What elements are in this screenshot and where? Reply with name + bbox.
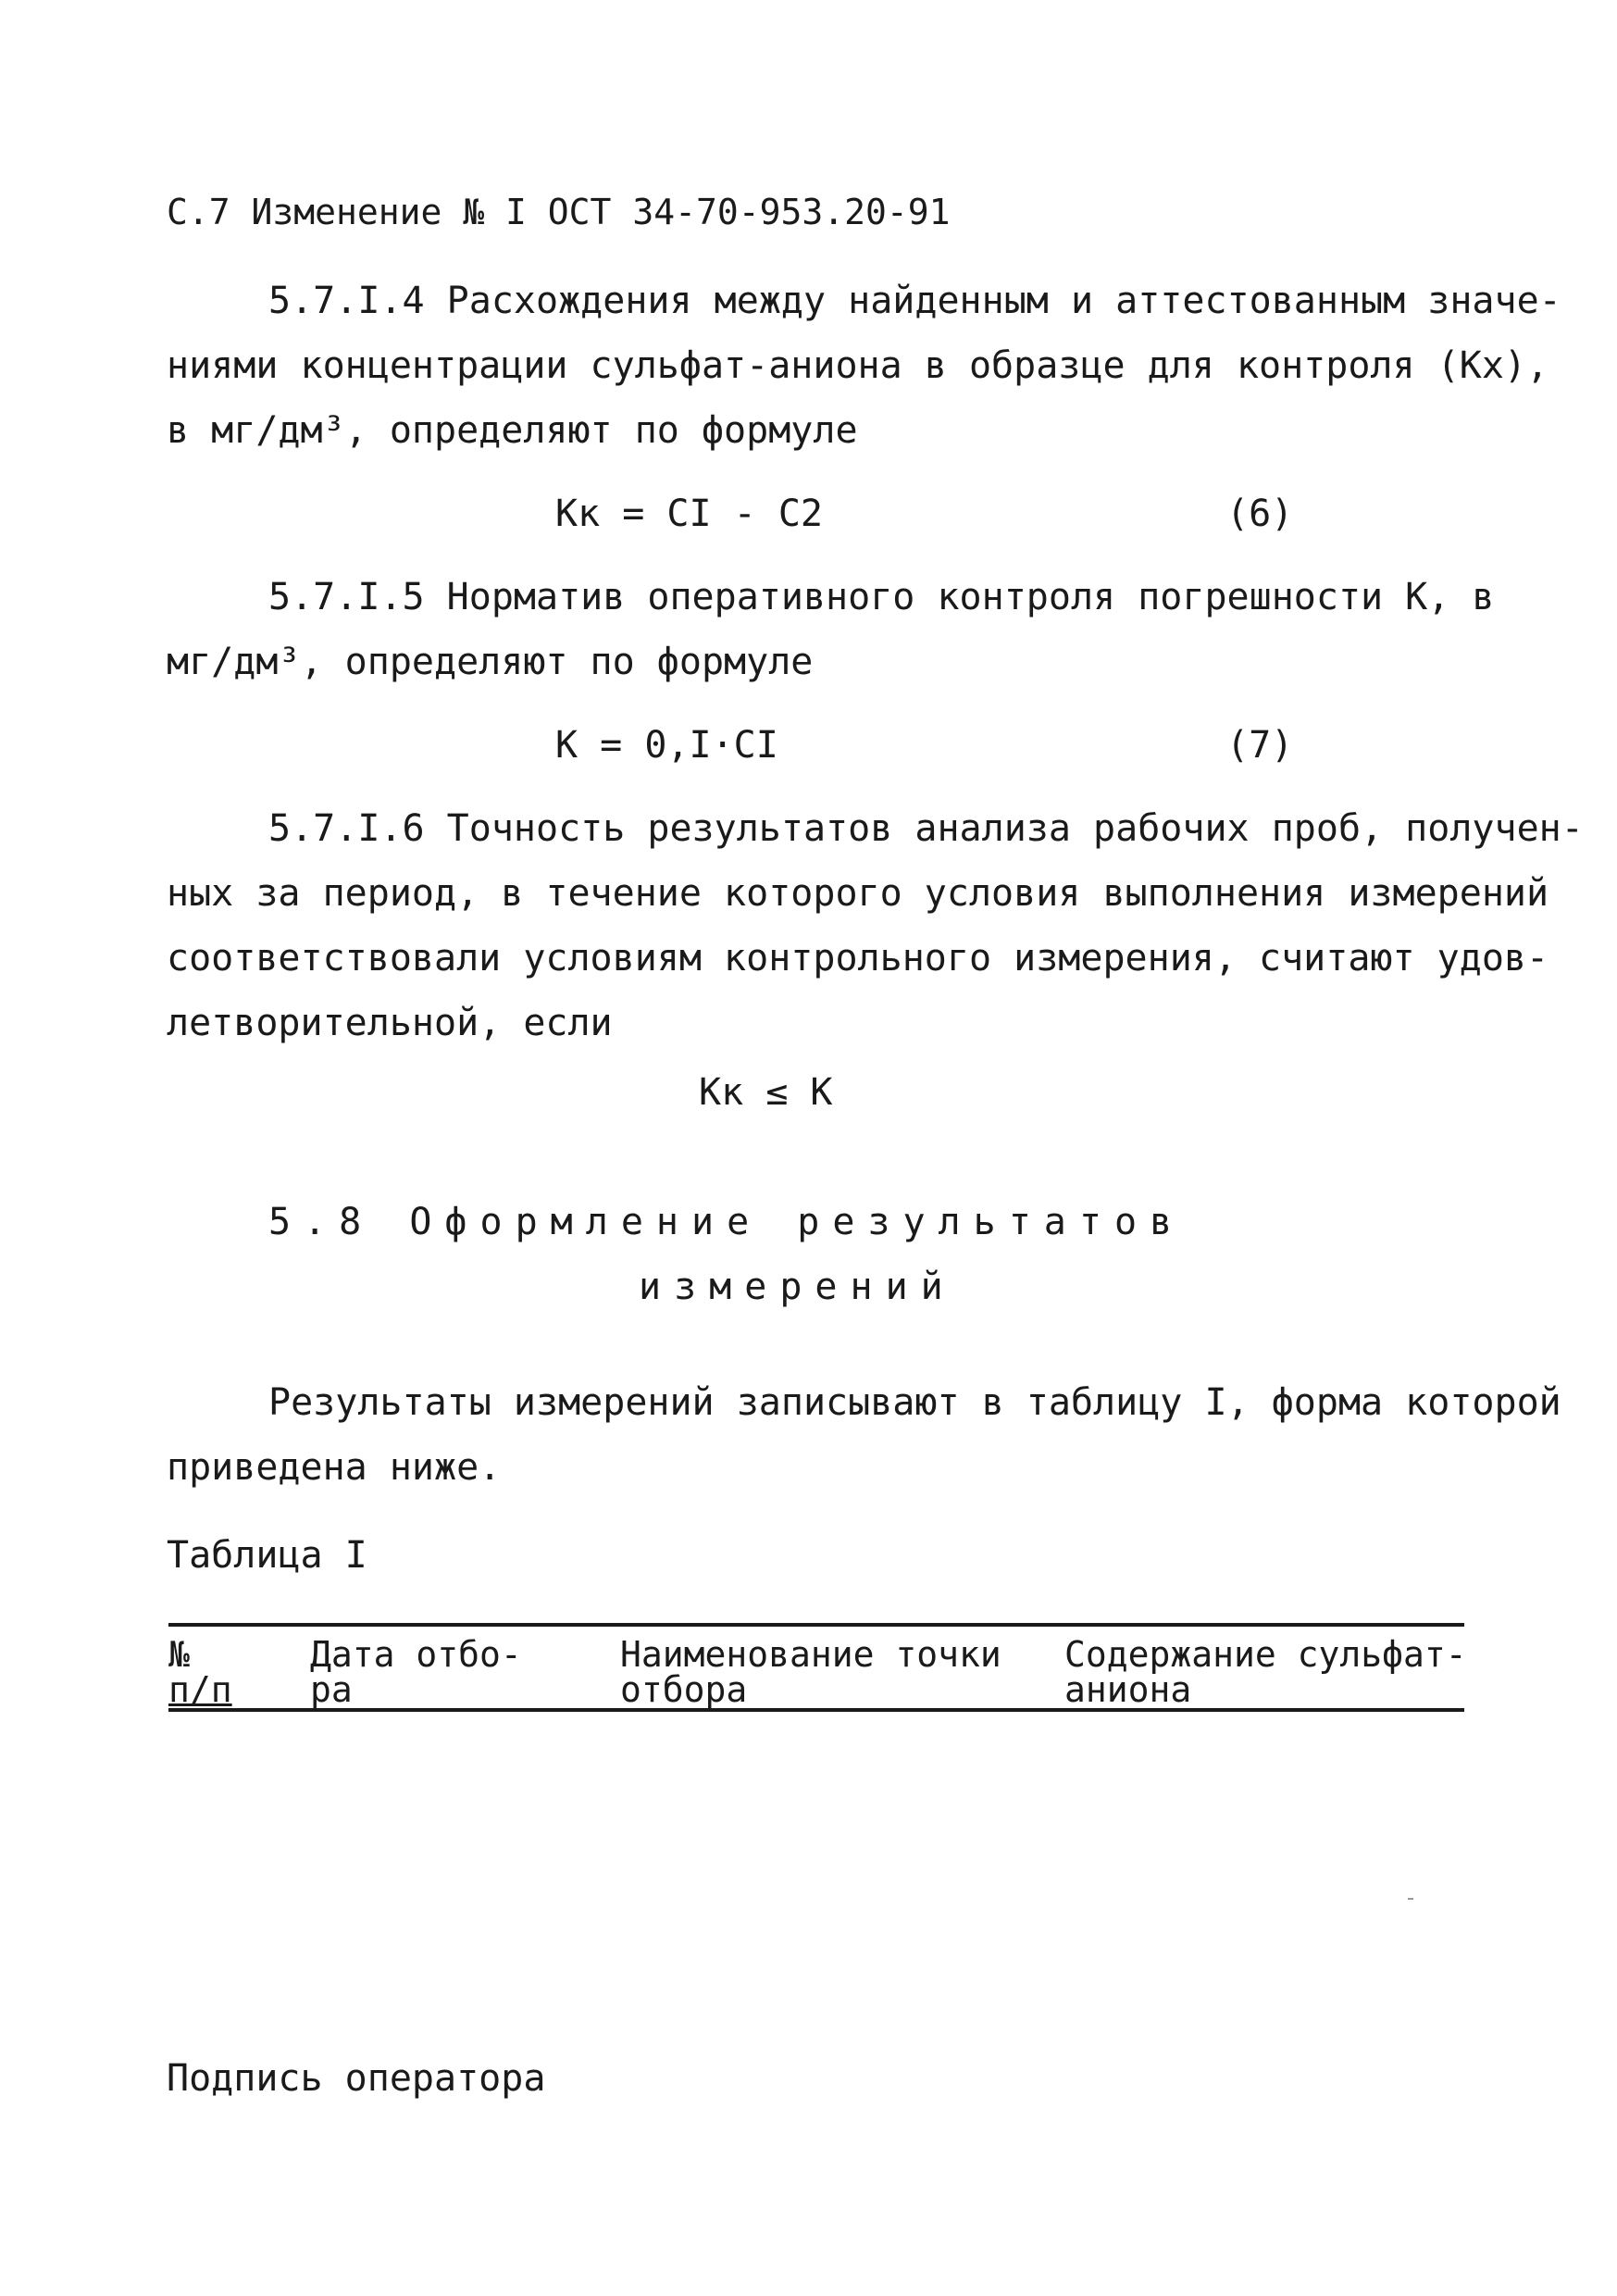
table-caption: Таблица I [167,1534,367,1577]
scan-speck [1408,1898,1413,1900]
section-5-8-title-line-1: 5.8 Оформление результатов [268,1201,1186,1243]
results-paragraph-line-1: Результаты измерений записывают в таблицу I, форма которой [268,1381,1561,1424]
section-5-7-1-4-line-2: ниями концентрации сульфат-аниона в образце для контроля (Кх), [167,344,1549,387]
section-5-7-1-5-line-2: мг/дм³, определяют по формуле [167,641,814,683]
table-header-point-name [620,1634,1001,1710]
table-header-sulfate-content-line-2: аниона [1064,1669,1192,1710]
page-header: С.7 Изменение № I ОСТ 34-70-953.20-91 [167,192,951,232]
table-header-point-name-line-1: Наименование точки [620,1634,1001,1675]
operator-signature-label: Подпись оператора [167,2057,546,2100]
table-header-number-line-2: п/п [168,1669,232,1710]
table-header-point-name-line-2: отбора [620,1669,748,1710]
table-header-date-line-1: Дата отбо- [310,1634,522,1675]
formula-7-number: (7) [1226,724,1294,767]
section-5-7-1-6-line-1: 5.7.I.6 Точность результатов анализа рабочих проб, получен- [268,807,1584,850]
table-header-number [168,1634,232,1710]
condition-expression: Кк ≤ К [699,1071,833,1114]
section-5-7-1-6-line-4: летворительной, если [167,1002,613,1044]
section-5-8-title-line-2: измерений [639,1266,956,1308]
table-header-number-line-1: № [168,1634,190,1675]
section-5-7-1-5-line-1: 5.7.I.5 Норматив оперативного контроля погрешности К, в [268,576,1495,618]
table-header-sulfate-content [1064,1634,1467,1710]
table-header-date-line-2: ра [310,1669,353,1710]
formula-7-expression: К = 0,I·СI [555,724,778,767]
table-top-rule [168,1623,1464,1627]
section-5-7-1-6-line-3: соответствовали условиям контрольного измерения, считают удов- [167,937,1549,980]
formula-6-number: (6) [1226,493,1294,535]
table-header-sulfate-content-line-1: Содержание сульфат- [1064,1634,1467,1675]
section-5-7-1-4-line-3: в мг/дм³, определяют по формуле [167,409,858,452]
table-header-bottom-rule [168,1708,1464,1712]
formula-6-expression: Кк = СI - С2 [555,493,823,535]
section-5-7-1-4-line-1: 5.7.I.4 Расхождения между найденным и аттестованным значе- [268,280,1561,322]
results-paragraph-line-2: приведена ниже. [167,1446,502,1489]
section-5-7-1-6-line-2: ных за период, в течение которого условия выполнения измерений [167,872,1549,915]
table-header-date [310,1634,522,1710]
